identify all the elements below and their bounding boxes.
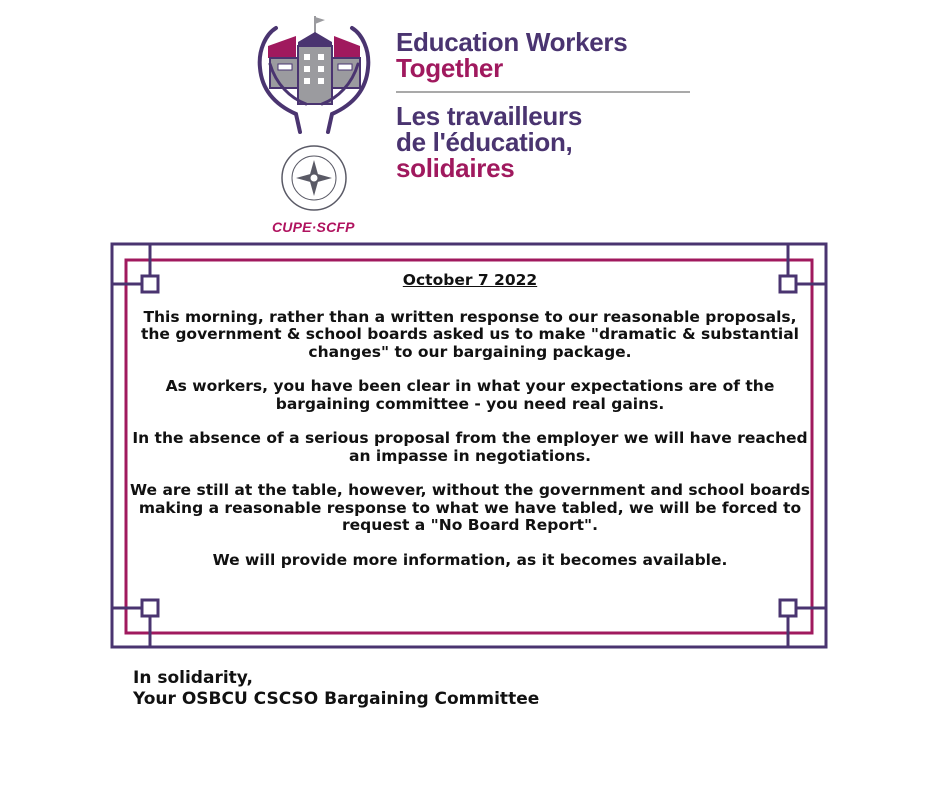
notice-paragraph: In the absence of a serious proposal from the employer we will have reached an impasse in negotiations. — [132, 429, 808, 465]
notice-date: October 7 2022 — [402, 271, 538, 289]
title-en-line1: Education Workers — [396, 27, 628, 57]
closing-signature — [133, 668, 539, 710]
title-fr-line3: solidaires — [396, 153, 515, 183]
divider — [396, 91, 690, 93]
title-en-line2: Together — [396, 53, 503, 83]
title-fr-line1: Les travailleurs — [396, 101, 582, 131]
cupe-logo: CUPE·SCFP — [272, 219, 355, 235]
notice-paragraph: We will provide more information, as it becomes available. — [212, 550, 728, 569]
signature-line: Your OSBCU CSCSO Bargaining Committee — [133, 689, 540, 709]
closing-line: In solidarity, — [133, 668, 253, 688]
union-seal-icon — [282, 146, 346, 210]
notice-body — [128, 272, 812, 586]
hands-holding-school-icon — [248, 14, 378, 224]
header — [0, 0, 940, 240]
notice-paragraph: As workers, you have been clear in what your expectations are of the bargaining committee - you need real gains. — [165, 377, 775, 413]
notice-paragraph: This morning, rather than a written response to our reasonable proposals, the government & school boards asked us to make "dramatic & substantial changes" to our bargaining package. — [140, 307, 800, 361]
title-fr-line2: de l'éducation, — [396, 127, 573, 157]
notice-paragraph: We are still at the table, however, without the government and school boards making a reasonable response to what we have tabled, we will be forced to request a "No Board Report". — [130, 481, 810, 534]
